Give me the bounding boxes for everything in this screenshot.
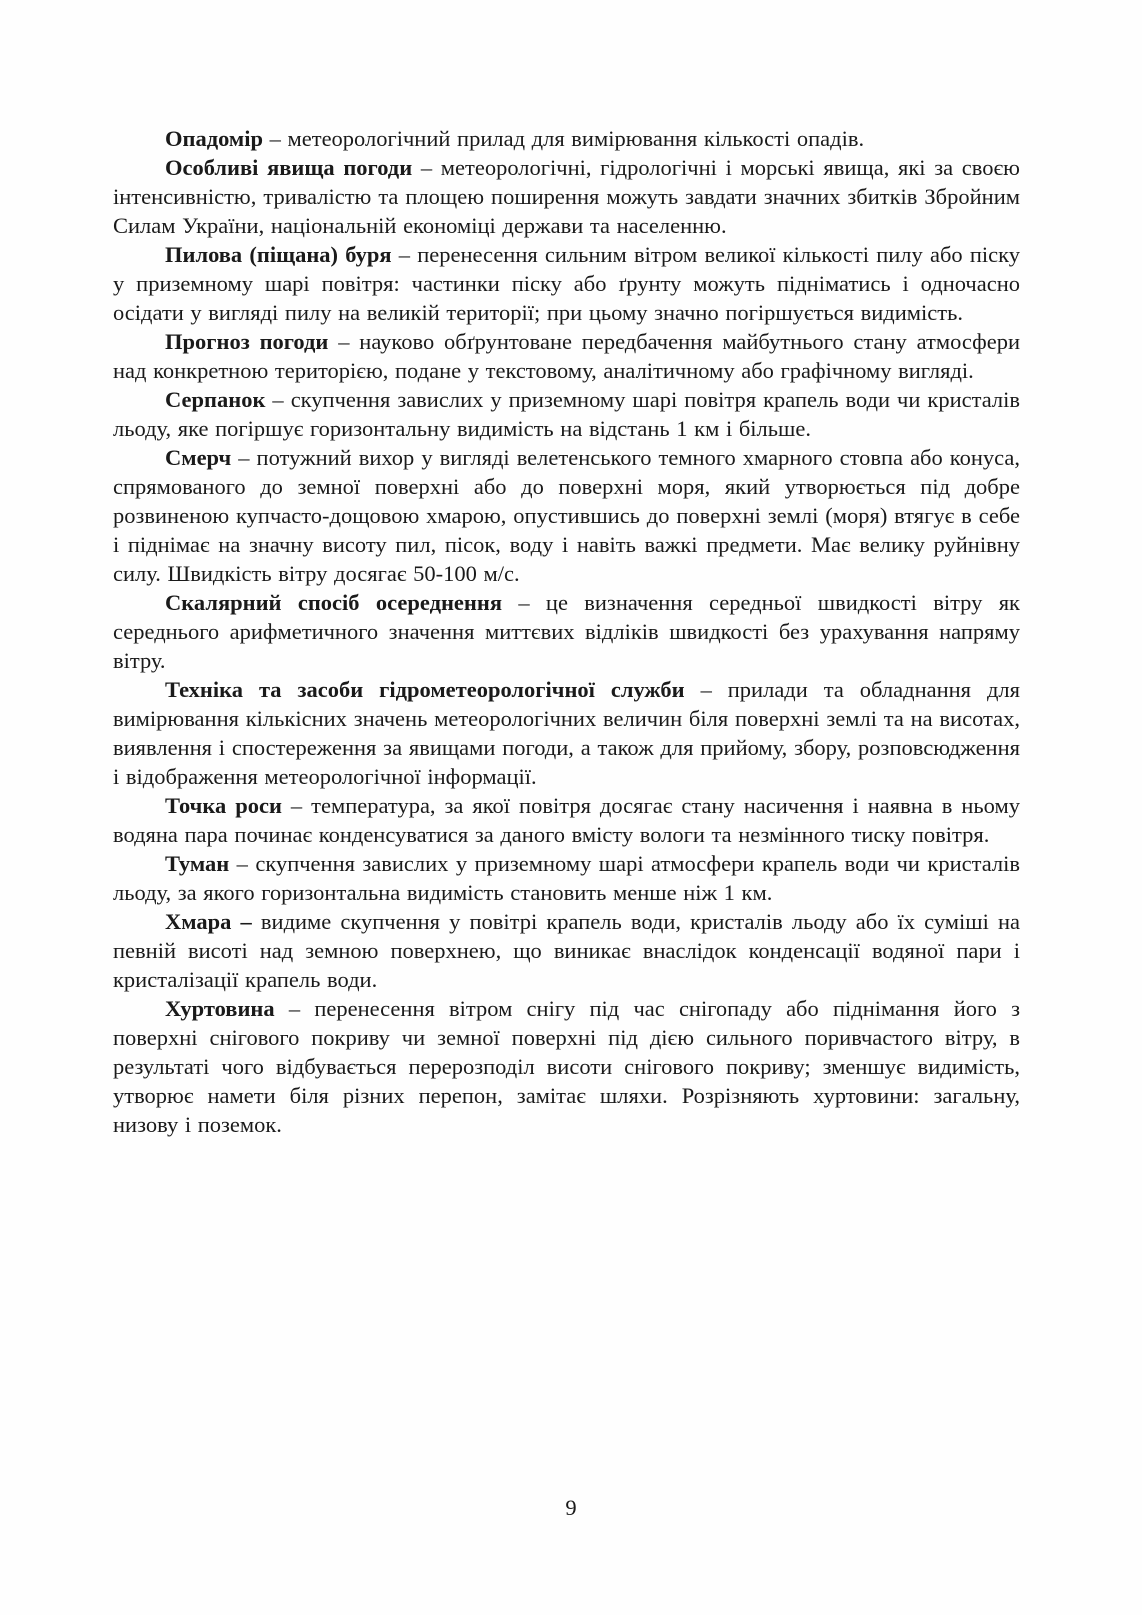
glossary-definition: прилади та обладнання для вимірювання кількісних значень метеорологічних величин біля поверхні землі та на висотах, виявлення і спостереження за явищами погоди, а також для прийому, збору, розповсюдження і відображення метеорологічної інформації. [113,677,1020,789]
glossary-definition: видиме скупчення у повітрі крапель води, кристалів льоду або їх суміші на певній висоті над земною поверхнею, що виникає внаслідок конденсації водяної пари і кристалізації крапель води. [113,909,1020,992]
glossary-entry [113,907,1020,994]
term-separator: – [231,445,257,470]
glossary-entry [113,124,1020,153]
term-separator: – [281,793,312,818]
glossary-term: Хмара – [165,909,252,934]
term-separator [252,909,261,934]
glossary-definition: перенесення вітром снігу під час снігопаду або піднімання його з поверхні снігового покриву чи земної поверхні під дією сильного поривчастого вітру, в результаті чого відбувається перерозподіл висоти снігового покриву; зменшує видимість, утворює намети біля різних перепон, замітає шляхи. Розрізняють хуртовини: загальну, низову і поземок. [113,996,1021,1137]
glossary-entry [113,849,1020,907]
glossary-term: Пилова (піщана) буря [165,242,392,267]
glossary-definition: потужний вихор у вигляді велетенського темного хмарного стовпа або конуса, спрямованого до земної поверхні або до поверхні моря, який утворюється під добре розвиненою купчасто-дощовою хмарою, опустившись до поверхні землі (моря) втягує в себе і піднімає на значну висоту пил, пісок, воду і навіть важкі предмети. Має велику руйнівну силу. Швидкість вітру досягає 50-100 м/с. [113,445,1020,586]
glossary-definition: скупчення завислих у приземному шарі атмосфери крапель води чи кристалів льоду, за якого горизонтальна видимість становить менше ніж 1 км. [113,851,1021,905]
term-separator: – [265,387,291,412]
glossary-definition: це визначення середньої швидкості вітру як середнього арифметичного значення миттєвих відліків швидкості без урахування напряму вітру. [113,590,1020,673]
glossary-entry [113,994,1020,1139]
glossary-definition: науково обґрунтоване передбачення майбутнього стану атмосфери над конкретною територією, подане у текстовому, аналітичному або графічному вигляді. [113,329,1021,383]
glossary-entry [113,675,1020,791]
glossary-term: Техніка та засоби гідрометеорологічної служби [165,677,685,702]
glossary-term: Хуртовина [165,996,275,1021]
glossary-entry [113,791,1020,849]
glossary-content [113,124,1020,1139]
glossary-term: Смерч [165,445,232,470]
glossary-term: Особливі явища погоди [165,155,413,180]
glossary-entry [113,443,1020,588]
term-separator: – [274,996,315,1021]
glossary-definition: метеорологічні, гідрологічні і морські явища, які за своєю інтенсивністю, тривалістю та площею поширення можуть завдати значних збитків Збройним Силам України, національній економіці держави та населенню. [113,155,1020,238]
glossary-term: Скалярний спосіб осереднення [165,590,502,615]
term-separator: – [684,677,728,702]
term-separator: – [263,126,288,151]
glossary-entry [113,588,1020,675]
glossary-entry [113,153,1020,240]
page-number: 9 [565,1495,577,1520]
glossary-definition: перенесення сильним вітром великої кількості пилу або піску у приземному шарі повітря: частинки піску або ґрунту можуть підніматись і одночасно осідати у вигляді пилу на великій території; при цьому значно погіршується видимість. [113,242,1020,325]
glossary-definition: скупчення завислих у приземному шарі повітря крапель води чи кристалів льоду, яке погіршує горизонтальну видимість на відстань 1 км і більше. [113,387,1021,441]
glossary-term: Точка роси [165,793,282,818]
glossary-entry [113,327,1020,385]
glossary-term: Прогноз погоди [165,329,329,354]
term-separator: – [229,851,256,876]
term-separator: – [502,590,546,615]
glossary-definition: метеорологічний прилад для вимірювання кількості опадів. [287,126,865,151]
glossary-entry [113,240,1020,327]
term-separator: – [328,329,360,354]
glossary-entry [113,385,1020,443]
term-separator: – [412,155,441,180]
term-separator: – [391,242,418,267]
glossary-term: Опадомір [165,126,264,151]
glossary-term: Серпанок [165,387,266,412]
glossary-definition: температура, за якої повітря досягає стану насичення і наявна в ньому водяна пара починає конденсуватися за даного вмісту вологи та незмінного тиску повітря. [113,793,1020,847]
glossary-term: Туман [165,851,230,876]
